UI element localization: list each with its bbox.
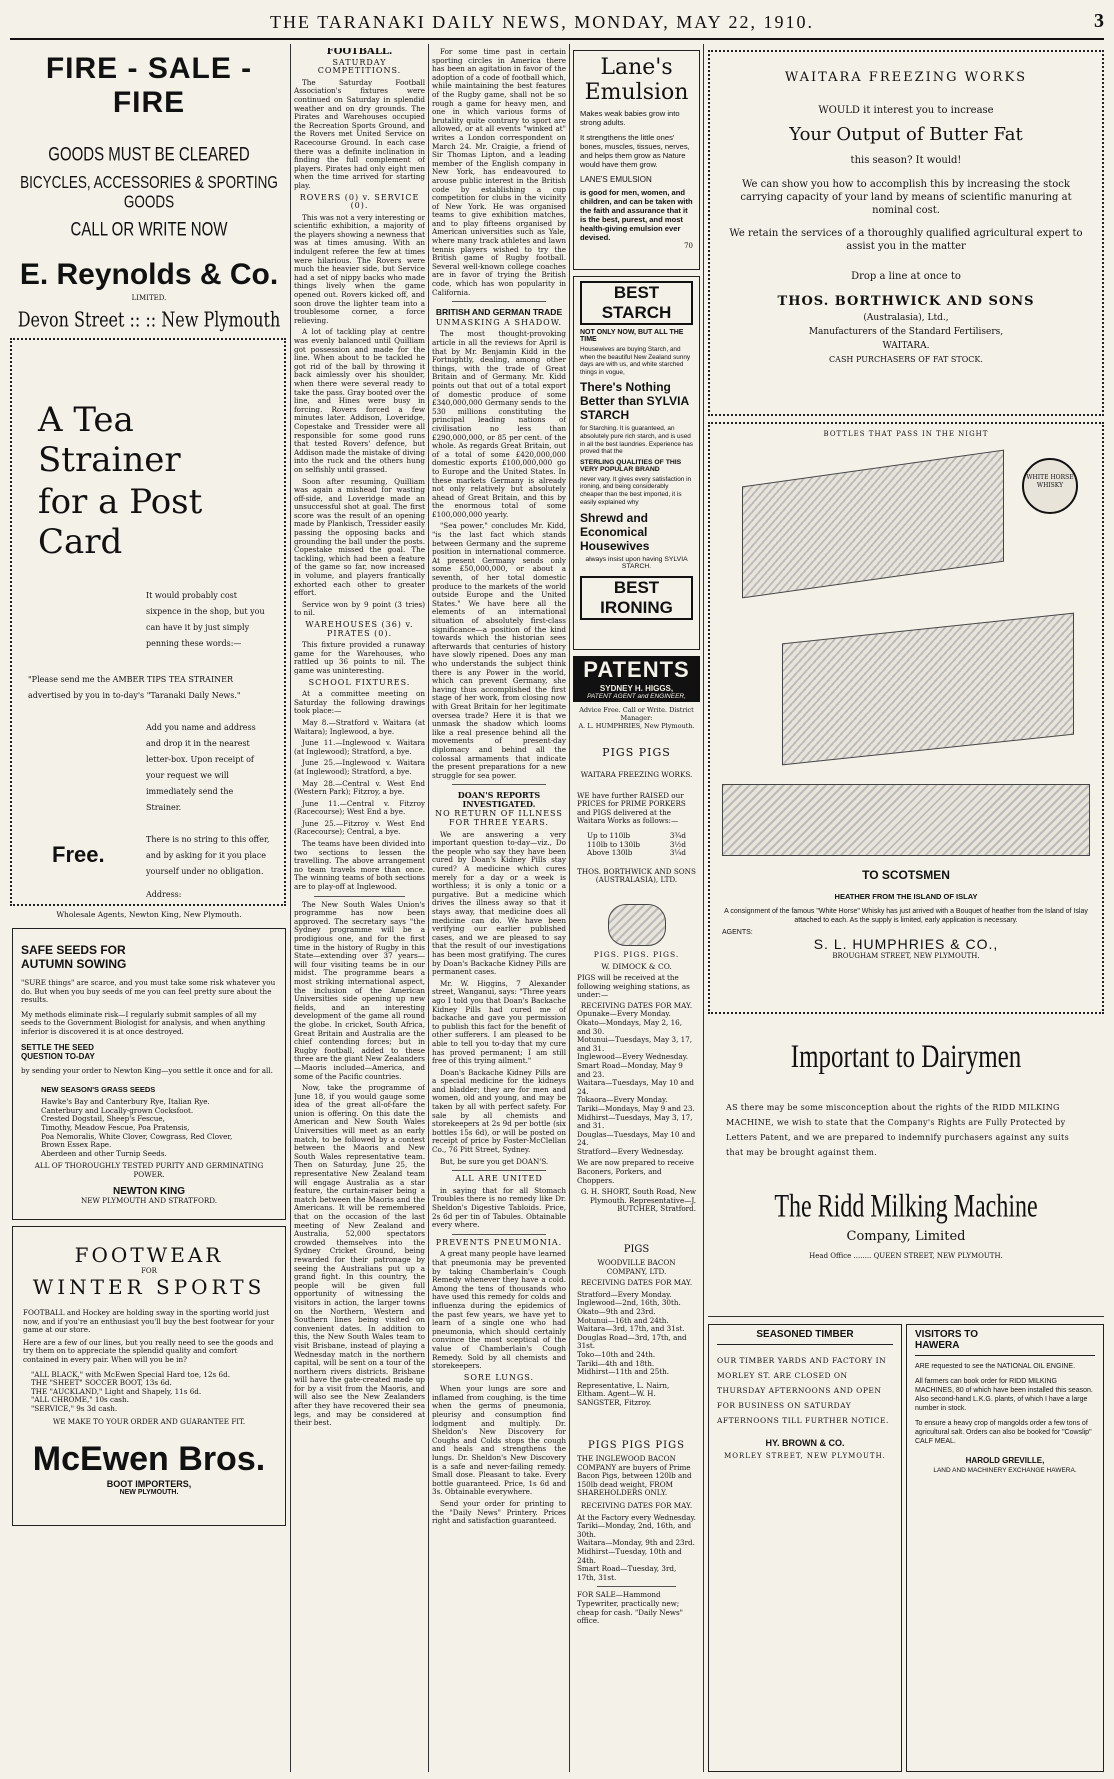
lanes-title-1: Lane's xyxy=(600,55,673,80)
woodville-list xyxy=(577,1291,696,1377)
whisky-text: A consignment of the famous "White Horse" Whisky has just arrived with a Bouquet of heather from the Island of Islay attached to each. As the supply is limited, early application is necessary. xyxy=(724,908,1088,924)
date-row: Okato—Mondays, May 2, 16, and 30. xyxy=(577,1017,683,1036)
whisky-agents: AGENTS: xyxy=(722,929,753,936)
fixture-line: May 8.—Stratford v. Waitara (at Waitara); Inglewood, a bye. xyxy=(294,717,425,736)
date-row: Stratford—Every Wednesday. xyxy=(577,1146,684,1156)
article-paragraph: When your lungs are sore and inflamed from coughing, is the time when the germs of pneumonia, pleurisy and consumption find lodgment and multiply. Dr. Sheldon's New Discovery for Coughs and Colds stops the cough and heals and strengthens the lungs. Dr. Sheldon's New Discovery is a safe and never-failing remedy. Small dose. Pleasant to take. Every bottle guaranteed. Price, 1s 6d and 3s. Obtainable everywhere. xyxy=(432,1384,566,1497)
date-row: Opunake—Every Monday. xyxy=(577,1009,671,1019)
seeds-towns: NEW PLYMOUTH AND STRATFORD. xyxy=(80,1195,218,1205)
starch-text-2: Housewives are buying Starch, and when the beautiful New Zealand sunny days are with us, and white starched things in vogue, xyxy=(580,346,691,376)
lanes-text-2: It strengthens the little ones' bones, muscles, tissues, nerves, and helps them grow as Nature would have them grow. xyxy=(580,133,690,169)
pig-illustration xyxy=(608,904,666,946)
article-paragraph: The teams have been divided into two sections to lessen the travelling. The above arrangement no team travels more than once. The winning teams of both sections are to play-off at Inglewood. xyxy=(294,839,425,892)
timber-text: OUR TIMBER YARDS AND FACTORY IN MORLEY ST. ARE CLOSED ON THURSDAY AFTERNOONS AND OPEN FOR BUSINESS ON SATURDAY AFTERNOONS TILL FURTHER NOTICE. xyxy=(717,1356,889,1425)
lanes-number: 70 xyxy=(684,242,693,250)
article-paragraph: We are answering a very important question to-day—viz., Do the people who say they have been cured by Doan's Kidney Pills stay cured? A medicine which cures merely for a day or a week is worthless; it is only a tonic or a purgative. But a medicine which drives the illness away so that it stays away, that medicine does all medicine can do. We have been verifying our earlier published cases, and we are pleased to say that the result of our investigations has been most gratifying. The cures by Doan's Backache Kidney Pills are permanent cases. xyxy=(432,829,566,977)
seeds-settle-1: SETTLE THE SEED xyxy=(21,1042,94,1052)
footwear-title-3: WINTER SPORTS xyxy=(32,1275,266,1299)
footwear-title-2: FOR xyxy=(141,1267,157,1275)
tea-strainer-ad xyxy=(10,338,286,906)
sore-lungs-heading: SORE LUNGS. xyxy=(463,1372,535,1382)
pigs-woodville-ad xyxy=(573,1244,700,1436)
footwear-sub: BOOT IMPORTERS, xyxy=(106,1479,192,1490)
article-paragraph: Now, take the programme of June 18, if you would gauge some idea of the great all-of-fare the union is offering. On this date the American and New South Wales Universities will meet as an early match, to be followed by a contest between the Maoris and New South Wales representative team. Then on Saturday, June 25, the representative New Zealand team will engage Australia as a star feature, the curtain-raiser being a match between the Maoris and the Americans. It will be remembered that on the occasion of the last meeting of New Zealand and Australia, 52,000 spectators crowded themselves into the Sydney Cricket Ground, being rewarded for their patronage by seeing the Australians put up a grand fight. In this country, the people will be given full opportunity of witnessing the visitors in action, the larger towns on the Northern, Western and Southern lines being visited on convenient dates. In addition to this, the New South Wales team to visit Brisbane, instead of playing a Wednesday match in the northern capital, will be sent on a tour of the northern rivers districts. Brisbane will have the gate-created made up for by a visit from the Maoris, and will also see the New Zealanders after they have recovered their sea legs, and may be considered at their best. xyxy=(294,1083,425,1428)
whisky-sub: HEATHER FROM THE ISLAND OF ISLAY xyxy=(834,892,978,901)
visitors-text-2: All farmers can book order for RIDD MILKING MACHINES, 80 of which have been installed this season. Also second-hand L.K.G. plants, of which I have a large number in stock. xyxy=(915,1378,1093,1412)
woodville-title: PIGS xyxy=(623,1244,650,1255)
fire-sale-limited: LIMITED. xyxy=(131,294,167,302)
article-paragraph: Mr. W. Higgins, 7 Alexander street, Wanganui, says: "Three years ago I told you that Doan's Backache Kidney Pills had cured me of backache and gave you permission to publish this fact for the benefit of other sufferers. I am pleased to be able to tell you to-day that my cure has proved permanent; I am still free of this trying ailment." xyxy=(432,978,566,1066)
seeds-list-item: Brown Essex Rape. xyxy=(41,1140,112,1150)
waitara-big: Your Output of Butter Fat xyxy=(789,124,1023,145)
patents-sub: PATENT AGENT and ENGINEER, xyxy=(573,693,700,702)
pigs-dimock-sign: G. H. SHORT, South Road, New Plymouth. Representative—J. BUTCHER, Stratford. xyxy=(580,1187,696,1214)
patents-title: PATENTS xyxy=(573,656,700,684)
flying-bottle-2 xyxy=(782,613,1074,766)
ridd-office: Head Office ........ QUEEN STREET, NEW PLYMOUTH. xyxy=(809,1252,1003,1260)
price-table xyxy=(577,832,696,858)
seeds-list-item: Hawke's Bay and Canterbury Rye, Italian Rye. xyxy=(41,1097,210,1107)
lanes-emulsion-ad xyxy=(573,50,700,270)
football-heading: FOOTBALL. xyxy=(326,48,393,57)
seeds-settle-2: QUESTION TO-DAY xyxy=(21,1051,95,1061)
lanes-heading: LANE'S EMULSION xyxy=(580,175,652,184)
footwear-item: "ALL BLACK," with McEwen Special Hard toe, 12s 6d. xyxy=(31,1369,230,1379)
seeds-grass-heading: NEW SEASON'S GRASS SEEDS xyxy=(41,1085,156,1095)
pigs-dimock-list xyxy=(577,1010,696,1156)
whisky-label: WHITE HORSE WHISKY xyxy=(1022,458,1078,514)
woodville-firm: WOODVILLE BACON COMPANY, LTD. xyxy=(597,1258,676,1276)
timber-addr: MORLEY STREET, NEW PLYMOUTH. xyxy=(724,1452,886,1460)
footwear-item: "SERVICE," 9s 3d cash. xyxy=(31,1403,118,1413)
waitara-firm: THOS. BORTHWICK AND SONS xyxy=(777,294,1035,309)
timber-title: SEASONED TIMBER xyxy=(717,1329,893,1345)
whisky-firm: S. L. HUMPHRIES & CO., xyxy=(813,936,999,952)
date-row: Tariki—Monday, 2nd, 16th, and 30th. xyxy=(577,1521,692,1539)
article-paragraph: But, be sure you get DOAN'S. xyxy=(440,1156,549,1166)
news-column-2 xyxy=(432,48,566,1772)
starch-text-6: always insist upon having SYLVIA STARCH. xyxy=(585,556,688,571)
pigs-inglewood-ad xyxy=(573,1440,700,1772)
fire-sale-street: Devon Street :: :: New Plymouth xyxy=(17,307,281,332)
dairymen-title: Important to Dairymen xyxy=(790,1039,1022,1075)
date-row: Smart Road—Monday, May 9 and 23. xyxy=(577,1060,683,1079)
fire-sale-ad xyxy=(12,48,286,332)
waitara-title: WAITARA FREEZING WORKS xyxy=(784,70,1028,85)
price-weight: Up to 110lb xyxy=(587,830,631,840)
fixture-line: June 11.—Central v. Fitzroy (Racecourse); West End a bye. xyxy=(294,798,425,817)
article-paragraph: Doan's Backache Kidney Pills are a special medicine for the kidneys and bladder; they are for men and women, old and young, and may be taken by all with perfect safety. For sale by all chemists and storekeepers at 2s 9d per bottle (six bottles 15s 6d), or will be posted on receipt of price by Foster-McClellan Co., 76 Pitt Street, Sydney. xyxy=(432,1067,566,1155)
whisky-addr: BROUGHAM STREET, NEW PLYMOUTH. xyxy=(832,952,980,960)
fire-sale-title: FIRE - SALE - FIRE xyxy=(45,52,253,119)
pigs-dimock-text-2: We are now prepared to receive Baconers, Porkers, and Choppers. xyxy=(577,1158,694,1185)
article-paragraph: At a committee meeting on Saturday the following drawings took place:— xyxy=(294,689,425,716)
starch-title-2: There's Nothing Better than SYLVIA STARCH xyxy=(580,380,689,423)
article-paragraph: in saying that for all Stomach Troubles there is no remedy like Dr. Sheldon's Digestive Tabloids. Price, 2s 6d per tin of Tabules. Obtainable every where. xyxy=(432,1185,566,1230)
patents-line: Advice Free. Call or Write. District Manager: xyxy=(579,706,694,722)
football-subheading: SATURDAY COMPETITIONS. xyxy=(317,57,402,76)
pigs-title: PIGS PIGS xyxy=(602,746,671,759)
date-row: Toko—10th and 24th. xyxy=(577,1349,656,1359)
woodville-sign: Representative, L. Nairn, Eltham. Agent—W. H. SANGSTER, Fitzroy. xyxy=(577,1380,670,1407)
doans-heading: DOAN'S REPORTS INVESTIGATED. xyxy=(457,790,541,809)
starch-text-3: for Starching. It is guaranteed, an absolutely pure rich starch, and is used in all the best laundries. Experience has proved that the xyxy=(580,425,693,456)
seeds-list-item: Crested Dogstail, Sheep's Fescue, xyxy=(41,1114,165,1124)
waitara-freezing-ad xyxy=(708,50,1104,416)
date-row: Motunui—Tuesdays, May 3, 17, and 31. xyxy=(577,1035,693,1053)
seeds-list-item: Timothy, Meadow Fescue, Poa Pratensis, xyxy=(41,1122,190,1132)
starch-title-4: BEST IRONING xyxy=(580,576,693,620)
inglewood-list xyxy=(577,1522,696,1582)
pigs-dimock-title: PIGS. PIGS. PIGS. xyxy=(593,950,680,959)
lanes-text-3: is good for men, women, and children, and can be taken with the faith and assurance that it is the best, purest, and most health-giving emulsion ever devised. xyxy=(580,188,693,242)
article-paragraph: This fixture provided a runaway game for the Warehouses, who rattled up 36 points to nil. The game was uninteresting. xyxy=(294,640,425,675)
date-row: Waitara—3rd, 17th, and 31st. xyxy=(577,1324,685,1334)
seeds-title-1: SAFE SEEDS FOR xyxy=(21,943,126,957)
tea-agents: Wholesale Agents, Newton King, New Plymouth. xyxy=(56,910,242,919)
date-row: Douglas—Tuesdays, May 10 and 24. xyxy=(577,1129,696,1148)
fire-sale-line1: GOODS MUST BE CLEARED xyxy=(48,143,250,166)
footwear-order: WE MAKE TO YOUR ORDER AND GUARANTEE FIT. xyxy=(52,1416,246,1426)
masthead-title: THE TARANAKI DAILY NEWS, MONDAY, MAY 22, 1910. xyxy=(270,12,814,32)
price-value: 3¾d xyxy=(669,830,686,840)
fixture-line: June 25.—Inglewood v. Waitara (at Inglewood); Stratford, a bye. xyxy=(294,758,425,776)
match-heading: ROVERS (0) v. SERVICE (0). xyxy=(299,192,420,211)
article-paragraph: For some time past in certain sporting circles in America there has been an agitation in favor of the adoption of a code of football which, while maintaining the best features of the Rugby game, shall not be so rough a game for heavy men, and one in which various forms of brutality quite contrary to sport are allowed, or at all events "winked at" writes a London correspondent on March 24. Mr. Craigie, a friend of Sir Thomas Lipton, and a leading member of the English company in New York, has endeavoured to arouse public interest in the British code by establishing a cup competition for clubs in the vicinity of New York. He was organised teams to give exhibition matches, and to play fifteens organised by American universities such as Yale, where many track athletes and lawn tennis players wished to try the British game of Rugby football. Several well-known college coaches are in favor of trying the British code, which has won popularity in California. xyxy=(432,48,566,297)
inglewood-title: PIGS PIGS PIGS xyxy=(588,1440,685,1451)
white-horse-ad xyxy=(708,422,1104,1014)
date-row: Waitara—Tuesdays, May 10 and 24. xyxy=(577,1078,694,1096)
date-row: Midhirst—Tuesdays, May 3, 17, and 31. xyxy=(577,1112,693,1131)
article-paragraph: A great many people have learned that pneumonia may be prevented by taking Chamberlain's Cough Remedy whenever they have a cold. Among the tens of thousands who have used this remedy for colds and influenza during the epidemics of the past few years, we have yet to learn of a single one who had pneumonia, which should certainly convince the most sceptical of the value of Chamberlain's Cough Remedy. Sold by all chemists and storekeepers. xyxy=(432,1249,566,1371)
fire-sale-firm: E. Reynolds & Co. xyxy=(19,258,279,291)
inglewood-text: THE INGLEWOOD BACON COMPANY are buyers of Prime Bacon Pigs, between 120lb and 150lb dead weight, FROM SHAREHOLDERS ONLY. xyxy=(577,1454,692,1498)
pigs-text: WE have further RAISED our PRICES for PRIME PORKERS and PIGS delivered at the Waitara Works as follows:— xyxy=(577,790,686,826)
seeds-text-2: My methods eliminate risk—I regularly submit samples of all my seeds to the Government Biologist for analysis, and when anything inferior is discovered it is at once destroyed. xyxy=(21,1009,266,1036)
price-row xyxy=(577,849,696,858)
footwear-town: NEW PLYMOUTH. xyxy=(119,1489,179,1497)
article-paragraph: Send your order for printing to the "Daily News" Printery. Prices right and satisfaction guaranteed. xyxy=(432,1499,566,1526)
date-row: Stratford—Every Monday. xyxy=(577,1289,672,1299)
date-row: Tokaora—Every Monday. xyxy=(577,1095,668,1105)
footwear-ad xyxy=(12,1226,286,1526)
article-paragraph: This was not a very interesting or scientific exhibition, a majority of the players showing a newness that was at times amusing. With an indulgent referee the few at times were hilarious. The Rovers were much the heavier side, but Service had a set of nippy backs who made things lively when the game opened out. Rovers kicked off, and soon drove the lighter team into a troublesome corner, a force relieving. xyxy=(294,212,425,325)
date-row: Smart Road—Tuesday, 3rd, 17th, 31st. xyxy=(577,1564,677,1582)
article-paragraph: Service won by 9 point (3 tries) to nil. xyxy=(294,599,425,618)
seeds-purity: ALL OF THOROUGHLY TESTED PURITY AND GERMINATING POWER. xyxy=(34,1161,264,1179)
visitors-addr: LAND AND MACHINERY EXCHANGE HAWERA. xyxy=(933,1467,1077,1474)
footwear-text-1: FOOTBALL and Hockey are holding sway in the sporting world just now, and if you're an enthusiast you'll buy the best footwear for your game at our store. xyxy=(23,1308,275,1335)
date-row: Midhirst—11th and 25th. xyxy=(577,1367,670,1377)
date-row: Motunui—16th and 24th. xyxy=(577,1315,669,1325)
price-weight: Above 130lb xyxy=(587,848,633,858)
typewriter-sale: FOR SALE—Hammond Typewriter, practically new; cheap for cash. "Daily News" office. xyxy=(577,1590,683,1626)
dairymen-ad xyxy=(712,1026,1100,1310)
starch-title-3: Shrewd and Economical Housewives xyxy=(580,511,650,554)
fixture-line: June 11.—Inglewood v. Waitara (at Inglewood); Stratford, a bye. xyxy=(294,738,425,756)
doans-subheading: NO RETURN OF ILLNESS FOR THREE YEARS. xyxy=(435,809,563,828)
seeds-firm: NEWTON KING xyxy=(112,1185,186,1197)
tea-title-2: for a Post Card xyxy=(38,482,203,562)
waitara-firm-2: (Australasia), Ltd., xyxy=(863,313,949,323)
page-number: 3 xyxy=(1094,10,1104,32)
footwear-text-2: Here are a few of our lines, but you really need to see the goods and try them on to appreciate the splendid quality and comfort contained in every pair. When will you be in? xyxy=(23,1337,274,1364)
flying-bottle-1 xyxy=(742,450,1004,599)
pigs-firm: THOS. BORTHWICK AND SONS (AUSTRALASIA), LTD. xyxy=(577,866,696,885)
pigs-dimock-sub: RECEIVING DATES FOR MAY. xyxy=(580,1000,693,1010)
footwear-item: "ALL CHROME," 10s cash. xyxy=(31,1395,129,1405)
date-row: Inglewood—Every Wednesday. xyxy=(577,1052,689,1062)
tea-text-2: Add you name and address and drop it in the nearest letter-box. Upon receipt of your request we will immediately send the Strainer. xyxy=(146,723,256,812)
starch-text-1: NOT ONLY NOW, BUT ALL THE TIME xyxy=(580,329,684,343)
date-row: Inglewood—2nd, 16th, 30th. xyxy=(577,1298,681,1308)
article-paragraph: "Sea power," concludes Mr. Kidd, "is the last fact which stands between Germany and the supreme position in international commerce. At present Germany sends only some £50,000,000, or about a seventh, of her total domestic produce to the markets of the world outside Europe and the United States." We have here all the elements of an international situation of absolutely first-class significance—a position of the kind towards which the historian sees afterwards that centuries of history have slowly ripened. Does any man who understands the subject think there is any Power in the world, which can prevent Germany, she having thus accomplished the first stage of her work, from closing now with Great Britain for her legitimate oversea trade? Here it is that we unmask the shadow which looms like a real presence behind all the movements of present-day diplomacy and behind all the colossal armaments that indicate the present preparations for a new struggle for sea power. xyxy=(432,521,566,780)
patents-name: SYDNEY H. HIGGS, xyxy=(573,684,700,693)
inglewood-text-2: At the Factory every Wednesday. xyxy=(577,1512,696,1522)
visitors-title-1: VISITORS TO xyxy=(915,1329,978,1340)
article-paragraph: A lot of tackling play at centre was evenly balanced until Quilliam got possession and made for the line. When about to be tackled he got rid of the ball by throwing it back aimlessly over his shoulder, when there were several ready to take the pass. Gray booted over the line, and Hines were busy in forcing. Rovers forced a few minutes later. Addison, Loveridge, Copestake and Tressider were all responsible for some good runs that tested Rovers' defence, but Addison made the mistake of diving into the ruck and the others hung on selfishly until grassed. xyxy=(294,327,425,474)
ridd-title: The Ridd Milking Machine xyxy=(774,1189,1038,1225)
woodville-sub: RECEIVING DATES FOR MAY. xyxy=(580,1278,693,1288)
seasoned-timber-ad xyxy=(708,1324,902,1772)
waitara-text-4: We retain the services of a thoroughly qualified agricultural expert to assist you in the matter xyxy=(729,228,1083,252)
lanes-title-2: Emulsion xyxy=(584,80,689,105)
article-paragraph: The Saturday Football Association's fixtures were continued on Saturday in splendid weather and on dry grounds. The Pirates and Warehouses occupied the Recreation Sports Ground, and the Rovers met United Service on Racecourse Ground. In each case there was a definite inclination in finding the full complement of players. Pirates had only eight men when the time arrived for starting play. xyxy=(294,77,425,190)
whisky-top: BOTTLES THAT PASS IN THE NIGHT xyxy=(823,430,989,438)
article-paragraph: The New South Wales Union's programme has now been approved. The secretary says "the Sydney programme will be a prodigious one, and for the first time in the history of Rugby in this State—extending over 37 years—will four visiting teams be in our midst. The programme bears a most striking international aspect, the inclusion of the American Universities side opening up new fields, and an interesting development of the game all round the globe. In cricket, South Africa, Great Britain and Australia are the chief contending forces; but in Rugby football, added to these three are the giant New Zealanders—Maoris included—America, and some of the Pacific countries. xyxy=(294,899,425,1081)
date-row: Tariki—4th and 18th. xyxy=(577,1358,655,1368)
dairymen-text: AS there may be some misconception about the rights of the RIDD MILKING MACHINE, we wish to state that the Company's Rights are Fully Protected by Letters Patent, and we are prepared to indemnify purchasers against any suits that may be brought against them. xyxy=(726,1103,1069,1157)
ridd-sub: Company, Limited xyxy=(846,1229,966,1244)
tea-title-1: A Tea Strainer xyxy=(38,400,181,480)
tea-quote: "Please send me the AMBER TIPS TEA STRAINER advertised by you in to-day's "Taranaki Daily News." xyxy=(28,675,241,700)
starch-title: BEST STARCH xyxy=(580,281,693,325)
waitara-text-6: Manufacturers of the Standard Fertilisers, xyxy=(808,327,1004,337)
footwear-item: THE "AUCKLAND," Light and Shapely, 11s 6d. xyxy=(31,1386,202,1396)
pigs-waitara-ad xyxy=(573,746,700,896)
seeds-list-item: Poa Nemoralis, White Clover, Cowgrass, Red Clover, xyxy=(41,1131,233,1141)
fixture-line: May 28.—Central v. West End (Western Park); Fitzroy, a bye. xyxy=(294,778,425,797)
date-row: Waitara—Monday, 9th and 23rd. xyxy=(577,1538,695,1548)
pneumonia-heading: PREVENTS PNEUMONIA. xyxy=(435,1237,563,1247)
pigs-dimock-firm: W. DIMOCK & CO. xyxy=(601,962,672,971)
whisky-illustration xyxy=(722,438,1090,798)
visitors-text-3: To ensure a heavy crop of mangolds order a few tons of agricultural salt. Orders can also be booked for "Cowslip" CALF MEAL. xyxy=(915,1420,1092,1445)
seeds-list-item: Aberdeen and other Turnip Seeds. xyxy=(41,1148,167,1158)
waitara-town: WAITARA. xyxy=(882,341,930,351)
tea-free: Free. xyxy=(52,842,105,867)
date-row: Tariki—Mondays, May 9 and 23. xyxy=(577,1103,695,1113)
football-column xyxy=(294,48,425,1772)
united-heading: ALL ARE UNITED xyxy=(455,1174,543,1184)
seeds-title-2: AUTUMN SOWING xyxy=(21,957,127,971)
masthead xyxy=(10,8,1104,40)
footwear-item: THE "SHEET" SOCCER BOOT, 13s 6d. xyxy=(31,1378,172,1388)
waitara-text-7: CASH PURCHASERS OF FAT STOCK. xyxy=(829,355,983,364)
lanes-text-1: Makes weak babies grow into strong adults. xyxy=(580,109,680,127)
tea-address: Address: xyxy=(146,890,182,899)
inglewood-sub: RECEIVING DATES FOR MAY. xyxy=(580,1500,693,1510)
starch-text-5: never vary. It gives every satisfaction in ironing, and being considerably cheaper than the best imported, it is easily explained why xyxy=(580,475,692,506)
school-fixtures-heading: SCHOOL FIXTURES. xyxy=(308,677,411,687)
whisky-heading: TO SCOTSMEN xyxy=(862,868,950,882)
price-weight: 110lb to 130lb xyxy=(587,839,641,849)
timber-firm: HY. BROWN & CO. xyxy=(765,1438,845,1448)
patents-manager: A. L. HUMPHRIES, New Plymouth. xyxy=(578,722,695,730)
price-value: 3½d xyxy=(669,839,686,849)
visitors-hawera-ad xyxy=(906,1324,1104,1772)
pigs-dimock-text: PIGS will be received at the following weighing stations, as under:— xyxy=(577,973,690,1000)
article-paragraph: The most thought-provoking article in all the reviews for April is that by Mr. Benjamin Kidd in the Fortnightly, dealing, among other things, with the trade of Great Britain and of Germany. Mr. Kidd points out that out of a total export of domestic produce of some £340,000,000 Germany sends to the 530 millions constituting the principal leading nations of civilisation no less than £290,000,000, or 85 per cent. of the whole. As regards Great Britain, out of a total of some £420,000,000 domestic exports £100,000,000 go to Europe and the United States. In these markets Germany is already not only relatively but absolutely ahead of Great Britain, and this by the enormous total of some £100,000,000 yearly. xyxy=(432,329,566,519)
seeds-list-item: Canterbury and Locally-grown Cocksfoot. xyxy=(41,1105,194,1115)
footwear-firm: McEwen Bros. xyxy=(32,1440,266,1479)
visitors-text-1: ARE requested to see the NATIONAL OIL ENGINE. xyxy=(915,1363,1076,1370)
price-value: 3¼d xyxy=(669,848,686,858)
fixture-line: June 25.—Fitzroy v. West End (Racecourse); Central, a bye. xyxy=(294,818,425,837)
visitors-title-2: HAWERA xyxy=(915,1340,1095,1356)
trade-subheading: UNMASKING A SHADOW. xyxy=(435,317,563,327)
visitors-firm: HAROLD GREVILLE, xyxy=(965,1456,1045,1465)
starch-ad xyxy=(573,276,700,650)
match-heading: WAREHOUSES (36) v. PIRATES (0). xyxy=(305,620,414,638)
article-paragraph: Soon after resuming, Quilliam was again a mishead for wasting off-side, and Loveridge made an unsuccessful shot at goal. The first score was the result of an opening made by Plankisch, Tressider easily passing the opposing backs and grounding the ball under the posts. Copestake missed the goal. The tackling, which had been a feature of the game so far, now increased in volume, and players frantically exhorted each other to greater effort. xyxy=(294,476,425,598)
waitara-text-3: We can show you how to accomplish this by increasing the stock carrying capacity of your land by means of scientific manuring at nominal cost. xyxy=(740,179,1072,216)
date-row: Midhirst—Tuesday, 10th and 24th. xyxy=(577,1546,682,1565)
patents-ad xyxy=(573,656,700,740)
waitara-text-5: Drop a line at once to xyxy=(851,271,961,282)
waitara-text-1: WOULD it interest you to increase xyxy=(818,105,994,116)
fire-sale-line2: BICYCLES, ACCESSORIES & SPORTING GOODS xyxy=(20,172,278,212)
pigs-sub: WAITARA FREEZING WORKS. xyxy=(580,770,693,779)
tea-text-1: It would probably cost sixpence in the shop, but you can have it by just simply penning these words:— xyxy=(146,591,265,648)
date-row: Okato—9th and 23rd. xyxy=(577,1306,656,1316)
trade-heading: BRITISH AND GERMAN TRADE xyxy=(435,307,563,318)
tea-text-3: There is no string to this offer, and by asking for it you place yourself under no obligation. xyxy=(146,835,270,876)
waitara-text-2: this season? It would! xyxy=(850,155,962,166)
footwear-title-1: FOOTWEAR xyxy=(74,1243,224,1267)
seeds-text-1: "SURE things" are scarce, and you must take some risk whatever you do. But when you buy seeds of me you can feel pretty sure about the results. xyxy=(21,978,276,1005)
footwear-items xyxy=(31,1371,275,1414)
seeds-text-3: by sending your order to Newton King—you settle it once and for all. xyxy=(21,1065,273,1075)
fire-sale-line3: CALL OR WRITE NOW xyxy=(70,218,228,241)
date-row: Douglas Road—3rd, 17th, and 31st. xyxy=(577,1332,687,1351)
seeds-ad xyxy=(12,928,286,1220)
seeds-list xyxy=(41,1098,277,1158)
pigs-dimock-ad xyxy=(573,900,700,1240)
starch-text-4: STERLING QUALITIES OF THIS VERY POPULAR BRAND xyxy=(580,458,682,473)
